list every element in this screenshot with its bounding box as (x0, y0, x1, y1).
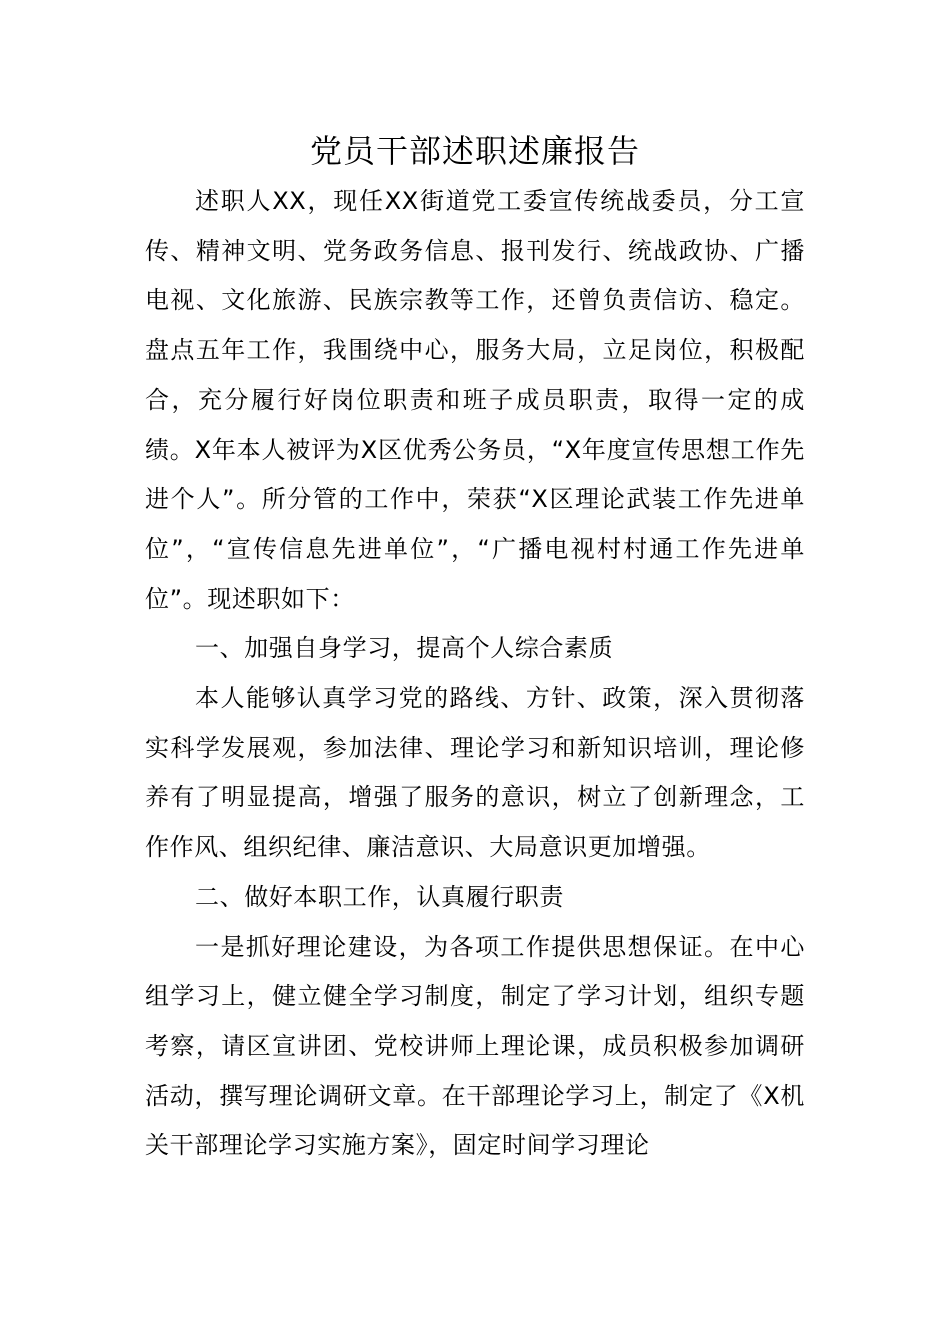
intro-paragraph: 述职人XX，现任XX街道党工委宣传统战委员，分工宣传、精神文明、党务政务信息、报刊发行、统战政协、广播电视、文化旅游、民族宗教等工作，还曾负责信访、稳定。盘点五年工作，我围绕中心，服务大局，立足岗位，积极配合，充分履行好岗位职责和班子成员职责，取得一定的成绩。X年本人被评为X区优秀公务员，“X年度宣传思想工作先进个人”。所分管的工作中，荣获“X区理论武装工作先进单位”，“宣传信息先进单位”，“广播电视村村通工作先进单位”。现述职如下： (145, 187, 805, 613)
section-heading-1: 一、加强自身学习，提高个人综合素质 (195, 634, 614, 663)
document-body (145, 177, 805, 1171)
section-2-paragraph: 一是抓好理论建设，为各项工作提供思想保证。在中心组学习上，健立健全学习制度，制定了学习计划，组织专题考察，请区宣讲团、党校讲师上理论课，成员积极参加调研活动，撰写理论调研文章。在干部理论学习上，制定了《X机关干部理论学习实施方案》，固定时间学习理论 (145, 932, 805, 1160)
section-1-paragraph: 本人能够认真学习党的路线、方针、政策，深入贯彻落实科学发展观，参加法律、理论学习和新知识培训，理论修养有了明显提高，增强了服务的意识，树立了创新理念，工作作风、组织纪律、廉洁意识、大局意识更加增强。 (145, 684, 805, 862)
document-title: 党员干部述职述廉报告 (309, 132, 640, 170)
section-heading-2: 二、做好本职工作，认真履行职责 (195, 882, 564, 911)
